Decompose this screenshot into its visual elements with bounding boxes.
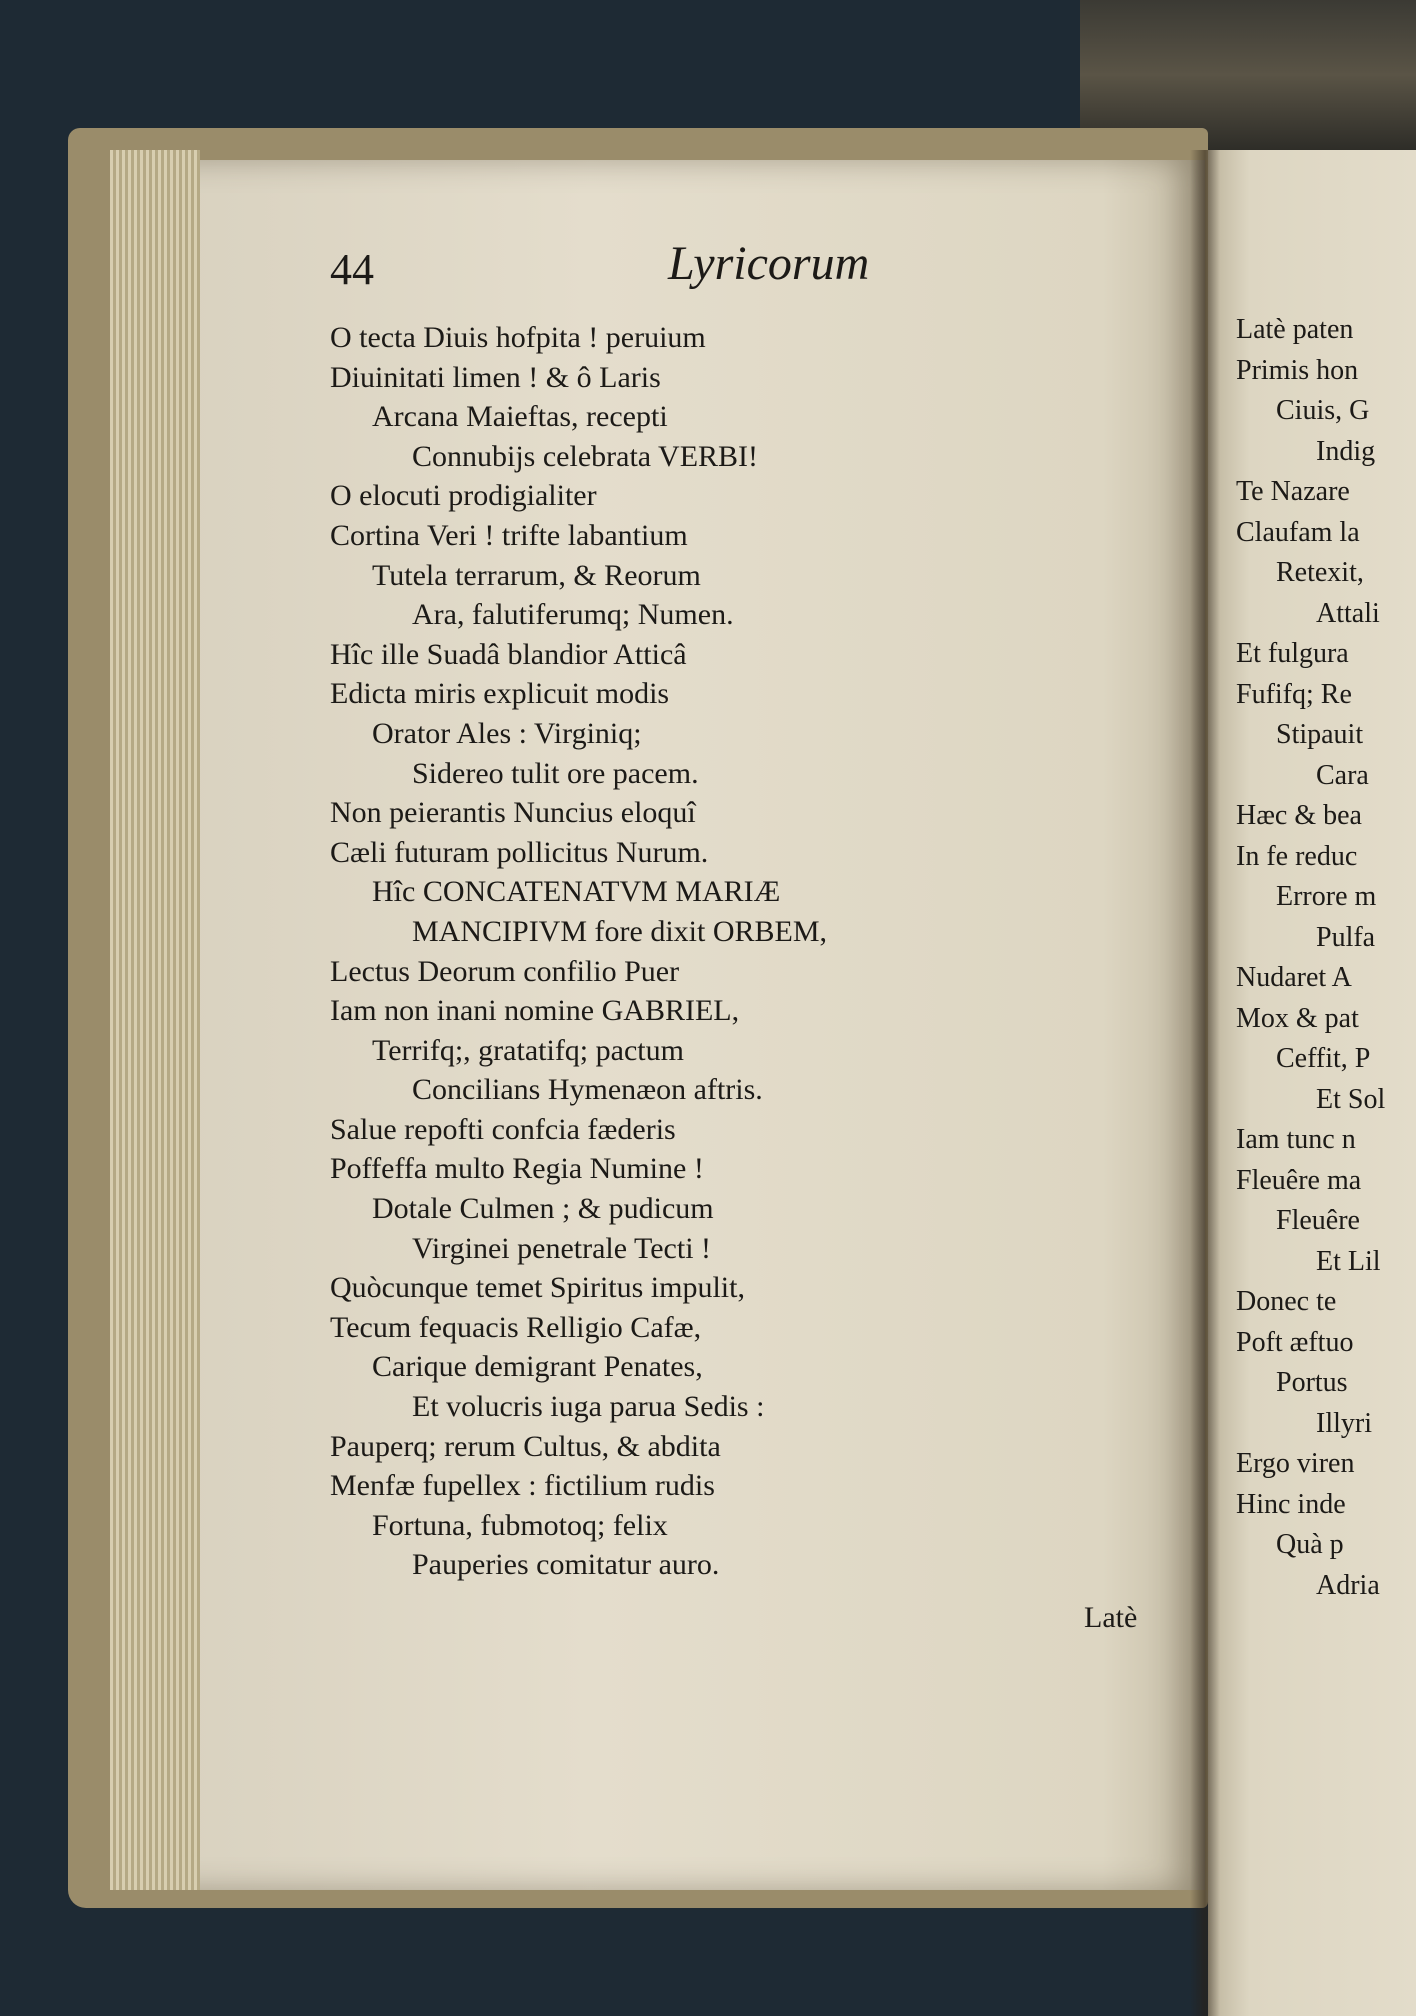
verse-line: Claufam la — [1236, 516, 1360, 548]
verse-line: Ergo viren — [1236, 1448, 1355, 1479]
verse-line: Fleuêre ma — [1236, 1164, 1362, 1196]
verse-line: Non peierantis Nuncius eloquî — [330, 796, 696, 830]
verse-line: Stipauit — [1276, 719, 1364, 750]
verse-line: Edicta miris explicuit modis — [330, 677, 670, 711]
verse-line: Hæc & bea — [1236, 800, 1362, 831]
verse-line: Primis hon — [1236, 354, 1359, 386]
verse-line: Et Lil — [1316, 1245, 1381, 1277]
verse-line: O tecta Diuis hofpita ! peruium — [330, 321, 706, 354]
verse-line: Fortuna, fubmotoq; felix — [372, 1508, 668, 1542]
verse-line: Te Nazare — [1236, 476, 1350, 507]
verse-line: MANCIPIVM fore dixit ORBEM, — [412, 914, 828, 948]
verse-line: Quà p — [1276, 1529, 1344, 1560]
verse-line: Cara — [1316, 759, 1369, 791]
verse-line: Salue repofti confcia fæderis — [330, 1112, 676, 1146]
right-page-verse — [1236, 310, 1416, 1606]
verse-line: Connubijs celebrata VERBI! — [412, 439, 759, 473]
verse-line: Sidereo tulit ore pacem. — [412, 756, 699, 790]
verse-line: Terrifq;, gratatifq; pactum — [372, 1033, 684, 1067]
verse-line: Carique demigrant Penates, — [372, 1350, 703, 1384]
verse-line: Retexit, — [1276, 557, 1364, 588]
verse-line: Dotale Culmen ; & pudicum — [372, 1192, 714, 1226]
verse-line: Iam tunc n — [1236, 1124, 1356, 1155]
verse-line: Nudaret A — [1236, 962, 1352, 993]
verse-line: Poffeffa multo Regia Numine ! — [330, 1152, 704, 1186]
verse-line: Lectus Deorum confilio Puer — [330, 954, 680, 988]
verse-line: Et fulgura — [1236, 638, 1349, 669]
verse-line: Iam non inani nomine GABRIEL, — [330, 994, 740, 1028]
verse-line: Fufifq; Re — [1236, 678, 1352, 710]
verse-line: Ara, falutiferumq; Numen. — [412, 598, 734, 632]
verse-line: Errore m — [1276, 881, 1377, 912]
verse-line: Quòcunque temet Spiritus impulit, — [330, 1271, 745, 1305]
verse-line: Fleuêre — [1276, 1205, 1360, 1236]
verse-line: Menfæ fupellex : fictilium rudis — [330, 1469, 715, 1503]
verse-line: Latè paten — [1236, 314, 1354, 345]
verse-line: Adria — [1316, 1569, 1380, 1601]
verse-line: Hîc ille Suadâ blandior Atticâ — [330, 637, 687, 671]
verse-line: Arcana Maieftas, recepti — [372, 400, 668, 434]
running-title: Lyricorum — [668, 237, 870, 290]
verse-line: Pauperies comitatur auro. — [412, 1548, 720, 1582]
verse-line: Virginei penetrale Tecti ! — [412, 1231, 712, 1265]
verse-line: Hîc CONCATENATVM MARIÆ — [372, 875, 781, 909]
verse-line: Pulfa — [1316, 921, 1376, 953]
verse-line: In fe reduc — [1236, 840, 1358, 872]
verse-line: Ciuis, G — [1276, 395, 1370, 426]
verse-line: Pauperq; rerum Cultus, & abdita — [330, 1429, 721, 1463]
verse-line: Poft æftuo — [1236, 1326, 1354, 1358]
verse-line: Orator Ales : Virginiq; — [372, 716, 642, 750]
verse-line: Et Sol — [1316, 1083, 1386, 1115]
page-header — [330, 237, 1130, 310]
page-stack — [110, 150, 200, 1890]
verse-line: Donec te — [1236, 1286, 1337, 1317]
verse-line: Tecum fequacis Relligio Cafæ, — [330, 1310, 702, 1344]
verse-line: Illyri — [1316, 1407, 1372, 1439]
verse-line: Indig — [1316, 435, 1376, 467]
page-number: 44 — [330, 245, 374, 294]
verse-line: Et volucris iuga parua Sedis : — [412, 1390, 765, 1424]
verse-line: Concilians Hymenæon aftris. — [412, 1073, 763, 1107]
verse-line: Mox & pat — [1236, 1002, 1359, 1034]
verse-line: Cæli futuram pollicitus Nurum. — [330, 835, 709, 869]
left-page-verse — [330, 318, 827, 1585]
verse-line: Tutela terrarum, & Reorum — [372, 558, 701, 592]
book-gutter — [1190, 150, 1220, 2016]
verse-line: O elocuti prodigialiter — [330, 479, 597, 513]
catchword: Latè — [1084, 1601, 1138, 1634]
verse-line: Attali — [1316, 597, 1380, 629]
verse-line: Diuinitati limen ! & ô Laris — [330, 360, 661, 394]
verse-line: Ceffit, P — [1276, 1043, 1371, 1074]
verse-line: Cortina Veri ! trifte labantium — [330, 518, 688, 552]
verse-line: Portus — [1276, 1367, 1348, 1398]
verse-line: Hinc inde — [1236, 1488, 1346, 1520]
